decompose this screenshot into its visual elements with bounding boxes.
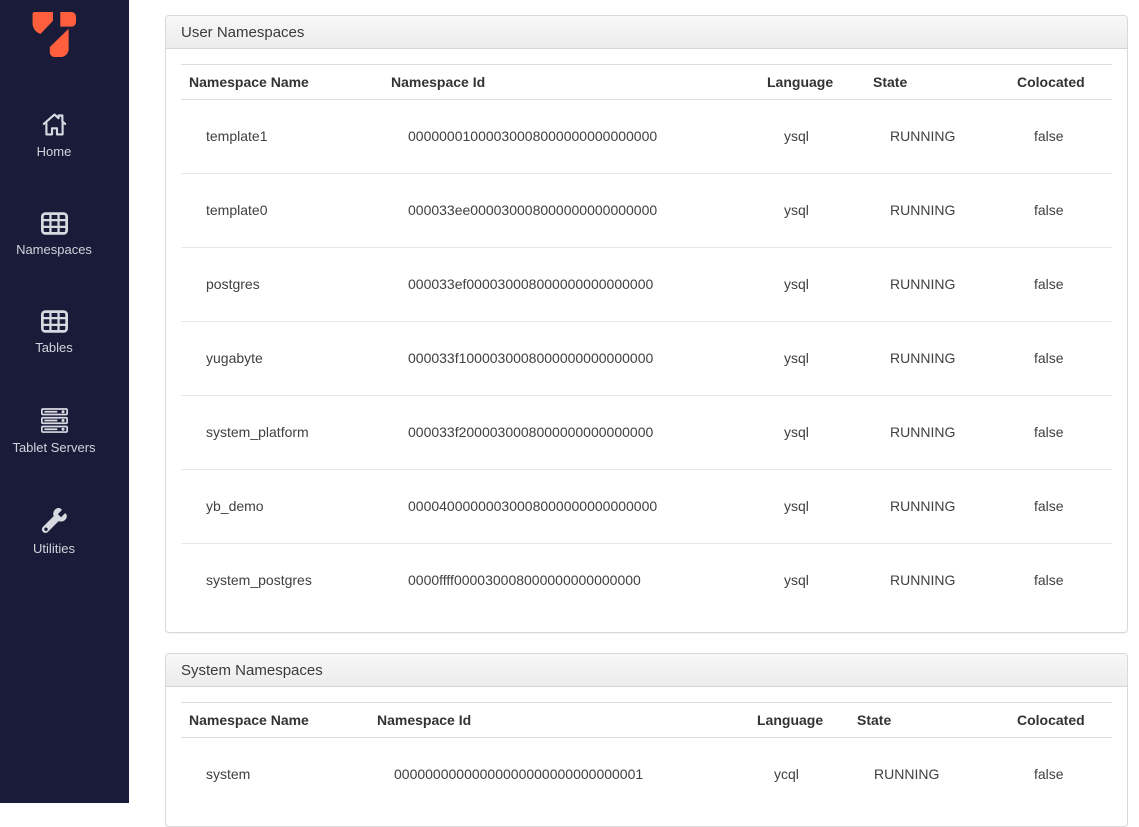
sidebar-item-utilities[interactable] bbox=[12, 508, 95, 556]
cell-state: RUNNING bbox=[865, 322, 1009, 396]
panel-body bbox=[166, 49, 1127, 632]
cell-namespace-id: 000033f2000030008000000000000000 bbox=[383, 396, 759, 470]
wrench-icon bbox=[41, 508, 67, 537]
table-header-row bbox=[181, 703, 1112, 738]
cell-colocated: false bbox=[1009, 544, 1112, 618]
cell-namespace-name: yugabyte bbox=[181, 322, 383, 396]
cell-language: ysql bbox=[784, 128, 809, 144]
sidebar bbox=[0, 0, 129, 803]
cell-language: ysql bbox=[759, 174, 865, 248]
cell-namespace-id: 000033ef000030008000000000000000 bbox=[383, 248, 759, 322]
cell-language: ysql bbox=[759, 322, 865, 396]
cell-state: RUNNING bbox=[890, 128, 956, 144]
sidebar-item-label: Tables bbox=[35, 340, 73, 355]
cell-namespace-name: template1 bbox=[206, 128, 268, 144]
cell-colocated: false bbox=[1034, 128, 1064, 144]
yugabyte-logo[interactable] bbox=[32, 12, 76, 57]
column-header-namespace-name: Namespace Name bbox=[181, 703, 369, 738]
panel-user-namespaces bbox=[165, 15, 1128, 633]
user-namespaces-table bbox=[181, 64, 1112, 617]
table-row bbox=[181, 738, 1112, 812]
cell-colocated: false bbox=[1009, 248, 1112, 322]
table-row bbox=[181, 100, 1112, 174]
table-row bbox=[181, 544, 1112, 618]
cell-namespace-name: system_platform bbox=[181, 396, 383, 470]
cell-language: ysql bbox=[759, 396, 865, 470]
column-header-colocated: Colocated bbox=[1009, 65, 1112, 100]
table-row bbox=[181, 174, 1112, 248]
home-icon bbox=[41, 112, 68, 140]
table-row bbox=[181, 322, 1112, 396]
cell-colocated: false bbox=[1009, 470, 1112, 544]
cell-colocated: false bbox=[1009, 322, 1112, 396]
column-header-namespace-id: Namespace Id bbox=[383, 65, 759, 100]
sidebar-item-tablet-servers[interactable] bbox=[12, 408, 95, 455]
panel-title: System Namespaces bbox=[166, 654, 1127, 687]
table-row bbox=[181, 248, 1112, 322]
table-header-row bbox=[181, 65, 1112, 100]
cell-state: RUNNING bbox=[865, 396, 1009, 470]
cell-language: ysql bbox=[759, 544, 865, 618]
sidebar-item-label: Home bbox=[36, 144, 72, 159]
cell-namespace-name: system_postgres bbox=[181, 544, 383, 618]
cell-namespace-name: template0 bbox=[181, 174, 383, 248]
cell-language: ysql bbox=[759, 248, 865, 322]
column-header-language: Language bbox=[749, 703, 849, 738]
cell-state: RUNNING bbox=[865, 174, 1009, 248]
column-header-namespace-name: Namespace Name bbox=[181, 65, 383, 100]
system-namespaces-table bbox=[181, 702, 1112, 811]
panel-body bbox=[166, 687, 1127, 826]
table-grid-icon bbox=[41, 212, 68, 238]
cell-namespace-name: system bbox=[206, 766, 251, 782]
servers-icon bbox=[41, 408, 68, 436]
cell-state: RUNNING bbox=[865, 470, 1009, 544]
cell-namespace-id: 00000001000030008000000000000000 bbox=[408, 128, 658, 144]
table-row bbox=[181, 470, 1112, 544]
cell-colocated: false bbox=[1009, 396, 1112, 470]
cell-colocated: false bbox=[1009, 174, 1112, 248]
cell-namespace-id: 00000000000000000000000000000001 bbox=[394, 766, 644, 782]
cell-namespace-id: 0000ffff000030008000000000000000 bbox=[383, 544, 759, 618]
column-header-colocated: Colocated bbox=[1009, 703, 1112, 738]
column-header-language: Language bbox=[759, 65, 865, 100]
panel-title: User Namespaces bbox=[166, 16, 1127, 49]
cell-state: RUNNING bbox=[874, 766, 940, 782]
cell-namespace-name: yb_demo bbox=[181, 470, 383, 544]
column-header-namespace-id: Namespace Id bbox=[369, 703, 749, 738]
cell-namespace-name: postgres bbox=[181, 248, 383, 322]
cell-state: RUNNING bbox=[865, 544, 1009, 618]
cell-namespace-id: 000033ee000030008000000000000000 bbox=[383, 174, 759, 248]
cell-language: ycql bbox=[774, 766, 799, 782]
column-header-state: State bbox=[865, 65, 1009, 100]
table-row bbox=[181, 396, 1112, 470]
sidebar-item-label: Tablet Servers bbox=[12, 440, 96, 455]
cell-language: ysql bbox=[759, 470, 865, 544]
sidebar-nav bbox=[12, 112, 95, 556]
cell-namespace-id: 00004000000030008000000000000000 bbox=[383, 470, 759, 544]
sidebar-item-home[interactable] bbox=[12, 112, 95, 159]
sidebar-item-tables[interactable] bbox=[12, 310, 95, 355]
sidebar-item-namespaces[interactable] bbox=[12, 212, 95, 257]
cell-colocated: false bbox=[1034, 766, 1064, 782]
sidebar-item-label: Namespaces bbox=[16, 242, 92, 257]
panel-system-namespaces bbox=[165, 653, 1128, 827]
main-content bbox=[129, 0, 1139, 803]
table-grid-icon bbox=[41, 310, 68, 336]
cell-state: RUNNING bbox=[865, 248, 1009, 322]
sidebar-item-label: Utilities bbox=[33, 541, 75, 556]
cell-namespace-id: 000033f1000030008000000000000000 bbox=[383, 322, 759, 396]
yugabyte-logo-icon bbox=[32, 12, 76, 57]
column-header-state: State bbox=[849, 703, 1009, 738]
